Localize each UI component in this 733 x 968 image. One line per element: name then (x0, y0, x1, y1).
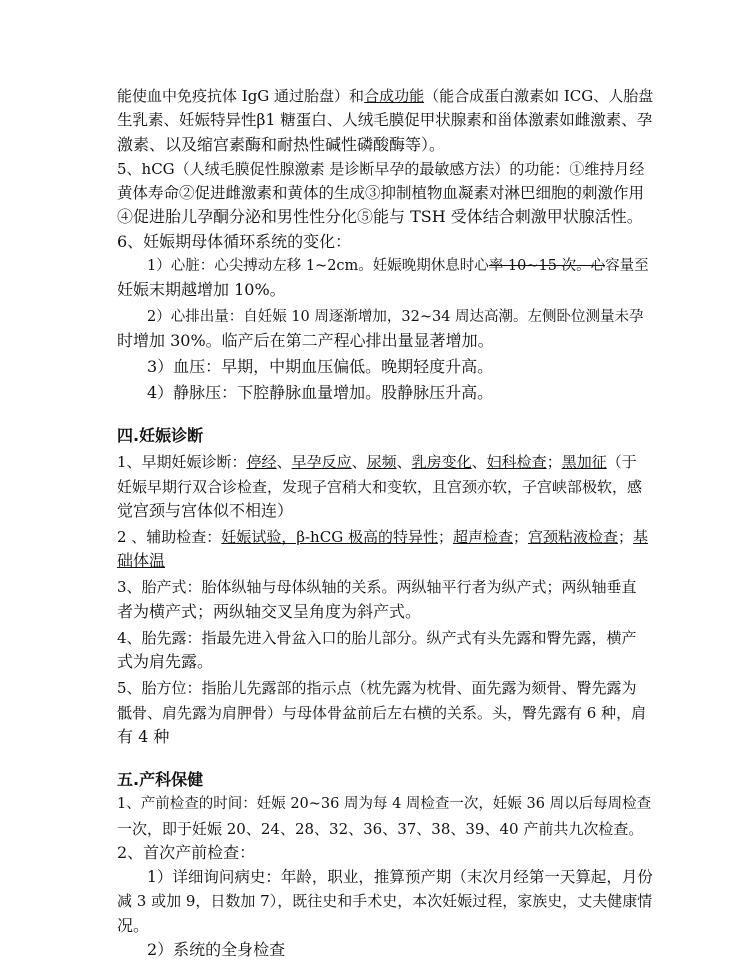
text-line: 式为肩先露。 (117, 652, 214, 672)
text-line: 3）血压：早期，中期血压偏低。晚期轻度升高。 (147, 356, 494, 376)
underlined-term: 妇科检查 (486, 453, 547, 472)
underlined-term: 乳房变化 (411, 453, 472, 472)
text-line: 妊娠早期行双合诊检查，发现子宫稍大和变软，且宫颈亦软，子宫峡部极软，感 (117, 477, 643, 496)
text-line: 有 4 种 (117, 726, 170, 746)
text-line: 2 、辅助检查：妊娠试验，β-hCG 极高的特异性；超声检查；宫颈粘液检查；基 (117, 528, 649, 546)
underlined-term: 停经 (246, 453, 277, 472)
underlined-term: 早孕反应 (291, 453, 352, 472)
text-line: 生乳素、妊娠特异性β1 糖蛋白、人绒毛膜促甲状腺素和甾体激素如雌激素、孕 (117, 111, 653, 130)
text-line: 减 3 或加 9，日数加 7），既往史和手术史，本次妊娠过程，家族史，丈夫健康情 (117, 892, 653, 911)
text-line: 一次，即于妊娠 20、24、28、32、36、37、38、39、40 产前共九次检查。 (117, 819, 644, 838)
text-line: 2）系统的全身检查 (147, 940, 286, 959)
text-line: 1、早期妊娠诊断：停经、早孕反应、尿频、乳房变化、妇科检查；黑加征（于 (117, 453, 637, 472)
text-line: 骶骨、肩先露为肩胛骨）与母体骨盆前后左右横的关系。头，臀先露有 6 种，肩 (117, 703, 647, 722)
text-line: 觉宫颈与宫体似不相连） (117, 500, 294, 520)
text-line: 3、胎产式：胎体纵轴与母体纵轴的关系。两纵轴平行者为纵产式；两纵轴垂直 (117, 578, 637, 597)
text-line: 黄体寿命②促进雌激素和黄体的生成③抑制植物血凝素对淋巴细胞的刺激作用 (117, 184, 645, 203)
text-line: 5、hCG（人绒毛膜促性腺激素 是诊断早孕的最敏感方法）的功能：①维持月经 (117, 159, 645, 178)
struck-text: 率 10~15 次。心 (488, 258, 606, 275)
text-line: 5、胎方位：指胎儿先露部的指示点（枕先露为枕骨、面先露为颏骨、臀先露为 (117, 679, 637, 698)
underlined-term: 黑加征 (561, 453, 607, 472)
text-line: 2）心排出量：自妊娠 10 周逐渐增加，32~34 周达高潮。左侧卧位测量未孕 (147, 308, 644, 325)
section-heading: 五.产科保健 (117, 769, 204, 789)
text-line: 能使血中免疫抗体 IgG 通过胎盘）和合成功能（能合成蛋白激素如 ICG、人胎盘 (117, 87, 654, 105)
underlined-term: 基 (633, 528, 649, 546)
underlined-term: 宫颈粘液检查 (528, 528, 619, 546)
text-line: 2、首次产前检查： (117, 842, 256, 862)
text-line: 4）静脉压：下腔静脉血量增加。股静脉压升高。 (147, 383, 494, 403)
text-line: 1）详细询问病史：年龄，职业，推算预产期（末次月经第一天算起，月份 (147, 868, 653, 887)
text-line: 1）心脏：心尖搏动左移 1~2cm。妊娠晚期休息时心率 10~15 次。心容量至 (147, 258, 649, 275)
text-line: 激素、以及缩宫素酶和耐热性碱性磷酸酶等）。 (117, 134, 446, 154)
text-line: 6、妊娠期母体循环系统的变化： (117, 231, 352, 251)
underlined-term: 尿频 (366, 453, 397, 472)
underlined-term: 超声检查 (452, 528, 513, 546)
underlined-term: 础体温 (117, 551, 166, 571)
text-line: ④促进胎儿孕酮分泌和男性性分化⑤能与 TSH 受体结合刺激甲状腺活性。 (117, 207, 643, 227)
text-line: 妊娠末期越增加 10%。 (117, 280, 286, 300)
text-line: 时增加 30%。临产后在第二产程心排出量显著增加。 (117, 330, 494, 350)
text-line: 4、胎先露：指最先进入骨盆入口的胎儿部分。纵产式有头先露和臀先露，横产 (117, 628, 637, 647)
underlined-term: 合成功能 (364, 87, 425, 105)
text-line: 1、产前检查的时间：妊娠 20~36 周为每 4 周检查一次，妊娠 36 周以后每周检查 (117, 796, 652, 813)
text-line: 况。 (117, 915, 150, 935)
text-line: 者为横产式；两纵轴交叉呈角度为斜产式。 (117, 601, 422, 621)
underlined-term: 妊娠试验，β-hCG 极高的特异性 (221, 528, 438, 546)
text-line (117, 549, 165, 573)
section-heading: 四.妊娠诊断 (117, 426, 204, 446)
